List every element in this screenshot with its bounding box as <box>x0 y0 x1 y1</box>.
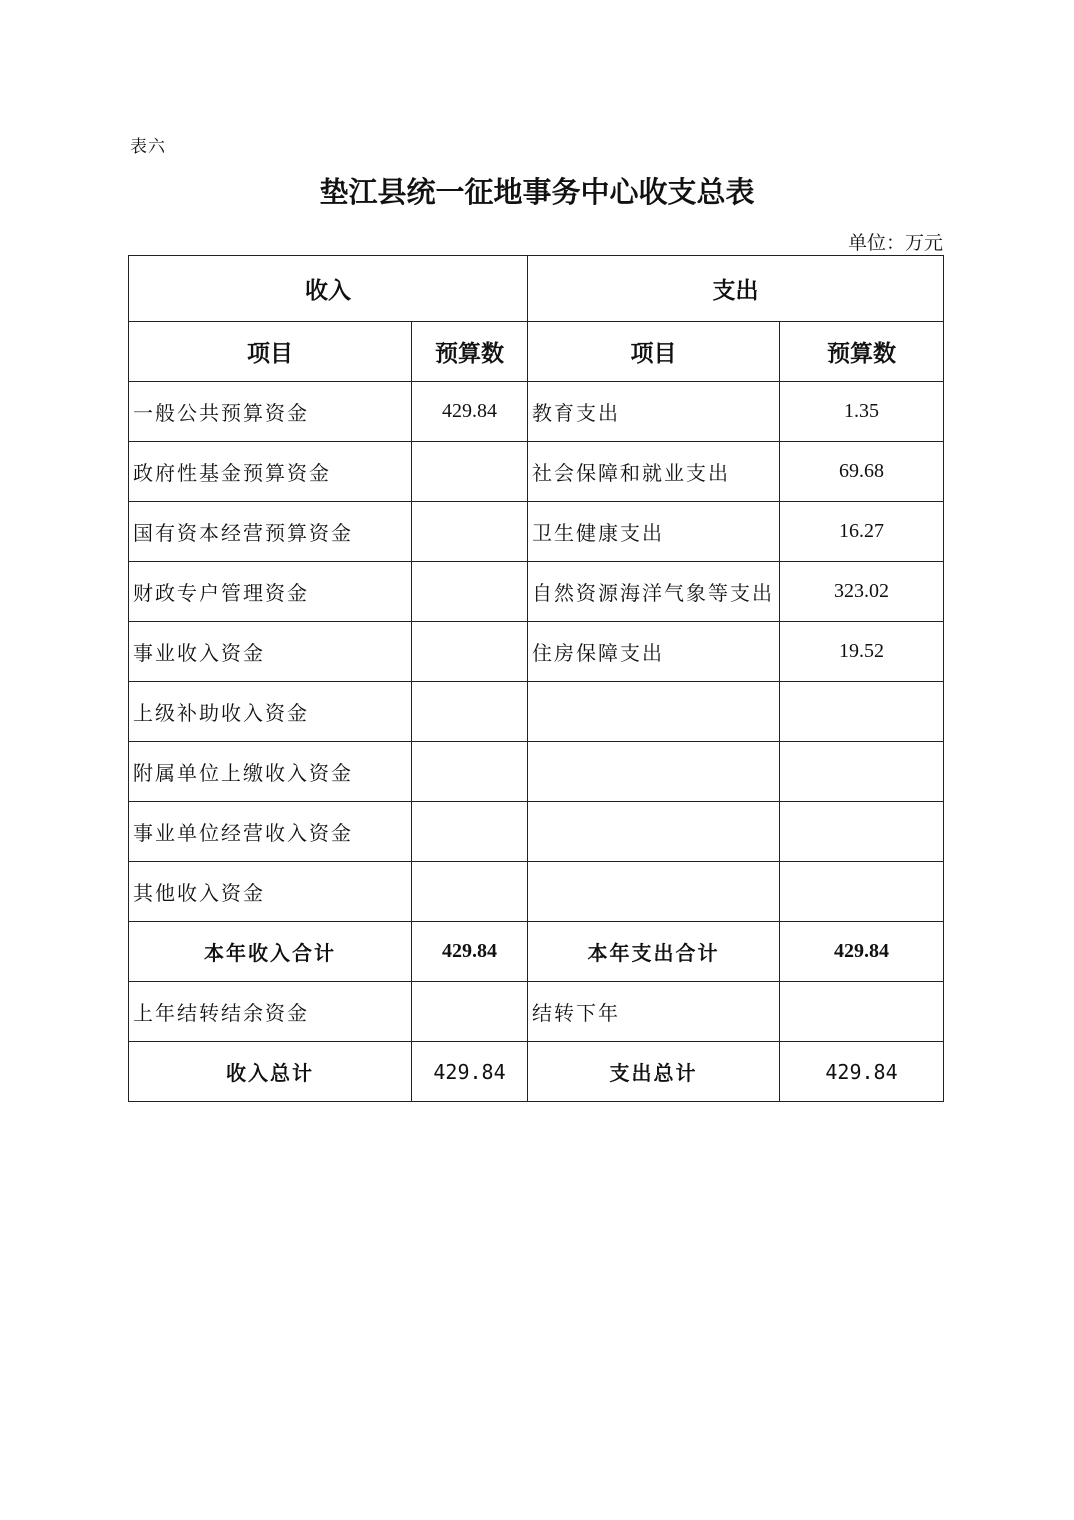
expense-value: 19.52 <box>780 622 944 682</box>
income-grand-total-value: 429.84 <box>412 1042 528 1102</box>
expense-value <box>780 682 944 742</box>
income-value <box>412 442 528 502</box>
column-header-row <box>129 322 944 382</box>
expense-item-column-header: 项目 <box>528 322 780 382</box>
expense-item: 教育支出 <box>528 382 780 442</box>
table-row <box>129 382 944 442</box>
expense-value: 69.68 <box>780 442 944 502</box>
income-item: 国有资本经营预算资金 <box>129 502 412 562</box>
expense-value <box>780 862 944 922</box>
income-item: 一般公共预算资金 <box>129 382 412 442</box>
table-row <box>129 862 944 922</box>
table-row <box>129 622 944 682</box>
expense-value <box>780 802 944 862</box>
expense-value: 16.27 <box>780 502 944 562</box>
income-value <box>412 502 528 562</box>
expense-carryover-value <box>780 982 944 1042</box>
expense-year-total-value: 429.84 <box>780 922 944 982</box>
income-value: 429.84 <box>412 382 528 442</box>
expense-item: 自然资源海洋气象等支出 <box>528 562 780 622</box>
expense-value: 323.02 <box>780 562 944 622</box>
unit-label: 单位：万元 <box>847 232 943 254</box>
income-section-header: 收入 <box>129 256 528 322</box>
income-grand-total-label: 收入总计 <box>129 1042 412 1102</box>
table-row <box>129 742 944 802</box>
income-value <box>412 562 528 622</box>
section-header-row <box>129 256 944 322</box>
income-year-total-label: 本年收入合计 <box>129 922 412 982</box>
income-carryover-value <box>412 982 528 1042</box>
budget-summary-table <box>128 255 944 1102</box>
income-item: 事业收入资金 <box>129 622 412 682</box>
expense-budget-column-header: 预算数 <box>780 322 944 382</box>
grand-total-row <box>129 1042 944 1102</box>
table-number-label: 表六 <box>130 137 166 157</box>
income-year-total-value: 429.84 <box>412 922 528 982</box>
income-value <box>412 862 528 922</box>
income-item: 政府性基金预算资金 <box>129 442 412 502</box>
income-value <box>412 742 528 802</box>
income-item: 附属单位上缴收入资金 <box>129 742 412 802</box>
expense-item: 社会保障和就业支出 <box>528 442 780 502</box>
income-item-column-header: 项目 <box>129 322 412 382</box>
income-value <box>412 682 528 742</box>
income-item: 事业单位经营收入资金 <box>129 802 412 862</box>
table-row <box>129 562 944 622</box>
document-title: 垫江县统一征地事务中心收支总表 <box>319 175 755 209</box>
expense-grand-total-value: 429.84 <box>780 1042 944 1102</box>
expense-year-total-label: 本年支出合计 <box>528 922 780 982</box>
expense-item: 住房保障支出 <box>528 622 780 682</box>
income-carryover-label: 上年结转结余资金 <box>129 982 412 1042</box>
expense-item <box>528 742 780 802</box>
income-item: 其他收入资金 <box>129 862 412 922</box>
income-item: 上级补助收入资金 <box>129 682 412 742</box>
expense-section-header: 支出 <box>528 256 944 322</box>
expense-grand-total-label: 支出总计 <box>528 1042 780 1102</box>
table-row <box>129 442 944 502</box>
expense-item <box>528 682 780 742</box>
expense-value: 1.35 <box>780 382 944 442</box>
expense-value <box>780 742 944 802</box>
income-value <box>412 622 528 682</box>
expense-item: 卫生健康支出 <box>528 502 780 562</box>
carryover-row <box>129 982 944 1042</box>
income-item: 财政专户管理资金 <box>129 562 412 622</box>
income-value <box>412 802 528 862</box>
year-total-row <box>129 922 944 982</box>
table-row <box>129 502 944 562</box>
expense-item <box>528 862 780 922</box>
table-row <box>129 682 944 742</box>
expense-carryover-label: 结转下年 <box>528 982 780 1042</box>
expense-item <box>528 802 780 862</box>
income-budget-column-header: 预算数 <box>412 322 528 382</box>
table-row <box>129 802 944 862</box>
